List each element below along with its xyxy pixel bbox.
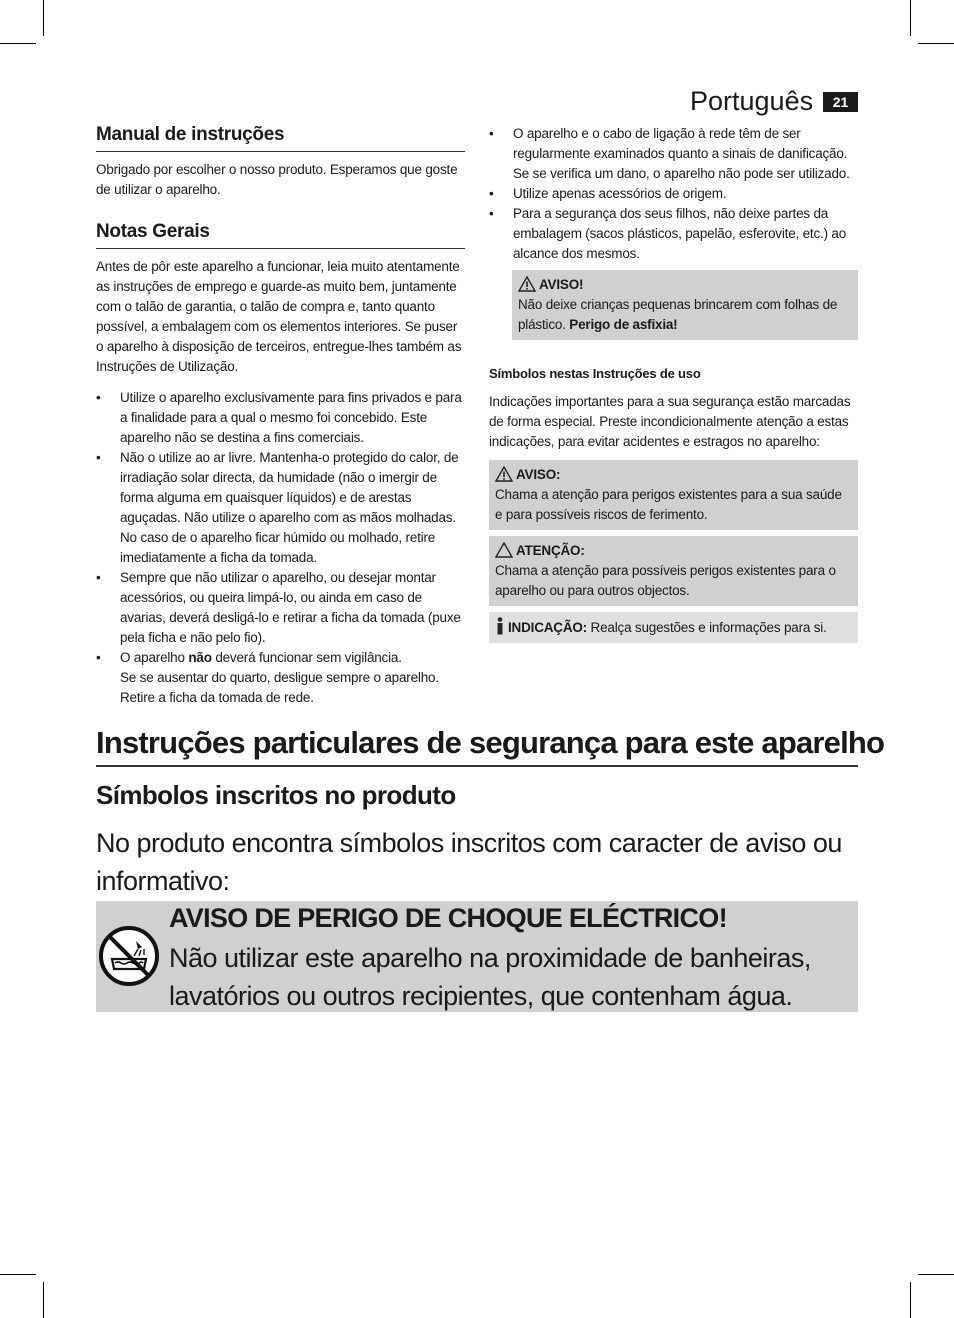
list-item: • O aparelho e o cabo de ligação à rede têm de ser regularmente examinados quanto a sinais de danificação. Se se verifica um dano, o aparelho não pode ser utilizado. xyxy=(489,126,850,181)
aviso-legend-box: AVISO: Chama a atenção para perigos existentes para a sua saúde e para possíveis riscos de ferimento. xyxy=(489,460,858,530)
notas-heading: Notas Gerais xyxy=(96,221,465,249)
simbolos-heading: Símbolos nestas Instruções de uso xyxy=(489,366,701,381)
page-title: Instruções particulares de segurança para este aparelho xyxy=(96,725,858,767)
warning-triangle-icon xyxy=(518,276,536,292)
simbolos-text: Indicações importantes para a sua segurança estão marcadas de forma especial. Preste incondicionalmente atenção a estas indicações, para evitar acidentes e estragos no aparelho: xyxy=(489,394,851,449)
indicacao-legend-box: INDICAÇÃO: Realça sugestões e informações para si. xyxy=(489,612,858,643)
crop-mark xyxy=(0,43,36,44)
language-header: Português xyxy=(690,86,814,116)
warning-text: Não utilizar este aparelho na proximidade de banheiras, lavatórios ou outros recipientes, que contenham água. xyxy=(169,943,811,1011)
safety-list xyxy=(96,388,465,708)
list-item: • Utilize o aparelho exclusivamente para fins privados e para a finalidade para a qual o mesmo foi concebido. Este aparelho não se destina a fins comerciais. xyxy=(96,390,462,445)
warning-title: AVISO DE PERIGO DE CHOQUE ELÉCTRICO! xyxy=(169,903,727,933)
crop-mark xyxy=(43,0,44,36)
crop-mark xyxy=(918,43,954,44)
notas-text: Antes de pôr este aparelho a funcionar, leia muito atentamente as instruções de emprego e guarde-as muito bem, juntamente com o talão de garantia, o talão de compra e, tanto quanto possível, a embalagem com os elementos interiores. Se puser o aparelho à disposição de terceiros, entregue-lhes também as Instruções de Utilização. xyxy=(96,259,462,374)
intro-text: No produto encontra símbolos inscritos com caracter de aviso ou informativo: xyxy=(96,828,842,896)
crop-mark xyxy=(910,1282,911,1318)
aviso-box: AVISO! Não deixe crianças pequenas brincarem com folhas de plástico. Perigo de asfixia! xyxy=(512,270,858,340)
list-item: • Não o utilize ao ar livre. Mantenha-o protegido do calor, de irradiação solar directa, da humidade (não o imergir de forma alguma em quaisquer líquidos) e de arestas aguçadas. Não utilize o aparelho com as mãos molhadas. No caso de o aparelho ficar húmido ou molhado, retire imediatamente a ficha da tomada. xyxy=(96,450,459,565)
info-icon xyxy=(495,617,505,635)
manual-heading: Manual de instruções xyxy=(96,124,465,152)
manual-text: Obrigado por escolher o nosso produto. Esperamos que goste de utilizar o aparelho. xyxy=(96,162,458,197)
right-column xyxy=(489,124,858,643)
warning-triangle-icon xyxy=(495,466,513,482)
list-item: • Para a segurança dos seus filhos, não deixe partes da embalagem (sacos plásticos, papelão, esferovite, etc.) ao alcance dos mesmos. xyxy=(489,206,847,261)
list-item: • Sempre que não utilizar o aparelho, ou desejar montar acessórios, ou queira limpá-lo, ou ainda em caso de avarias, deverá desligá-lo e retirar a ficha da tomada (puxe pela ficha e não pelo fio). xyxy=(96,570,461,645)
crop-mark xyxy=(0,1274,36,1275)
page-number: 21 xyxy=(823,92,858,112)
electric-shock-warning xyxy=(96,901,858,1012)
list-item: • Utilize apenas acessórios de origem. xyxy=(489,186,727,201)
crop-mark xyxy=(43,1282,44,1318)
left-column xyxy=(96,124,465,708)
crop-mark xyxy=(918,1274,954,1275)
no-water-bathtub-icon xyxy=(98,925,160,987)
atencao-legend-box: ATENÇÃO: Chama a atenção para possíveis perigos existentes para o aparelho ou para outros objectos. xyxy=(489,536,858,606)
list-item: • O aparelho não deverá funcionar sem vigilância. Se se ausentar do quarto, desligue sempre o aparelho. Retire a ficha da tomada de rede. xyxy=(96,650,439,705)
crop-mark xyxy=(910,0,911,36)
warning-triangle-icon xyxy=(495,542,513,558)
section-subtitle: Símbolos inscritos no produto xyxy=(96,780,456,810)
safety-list-right xyxy=(489,124,858,264)
